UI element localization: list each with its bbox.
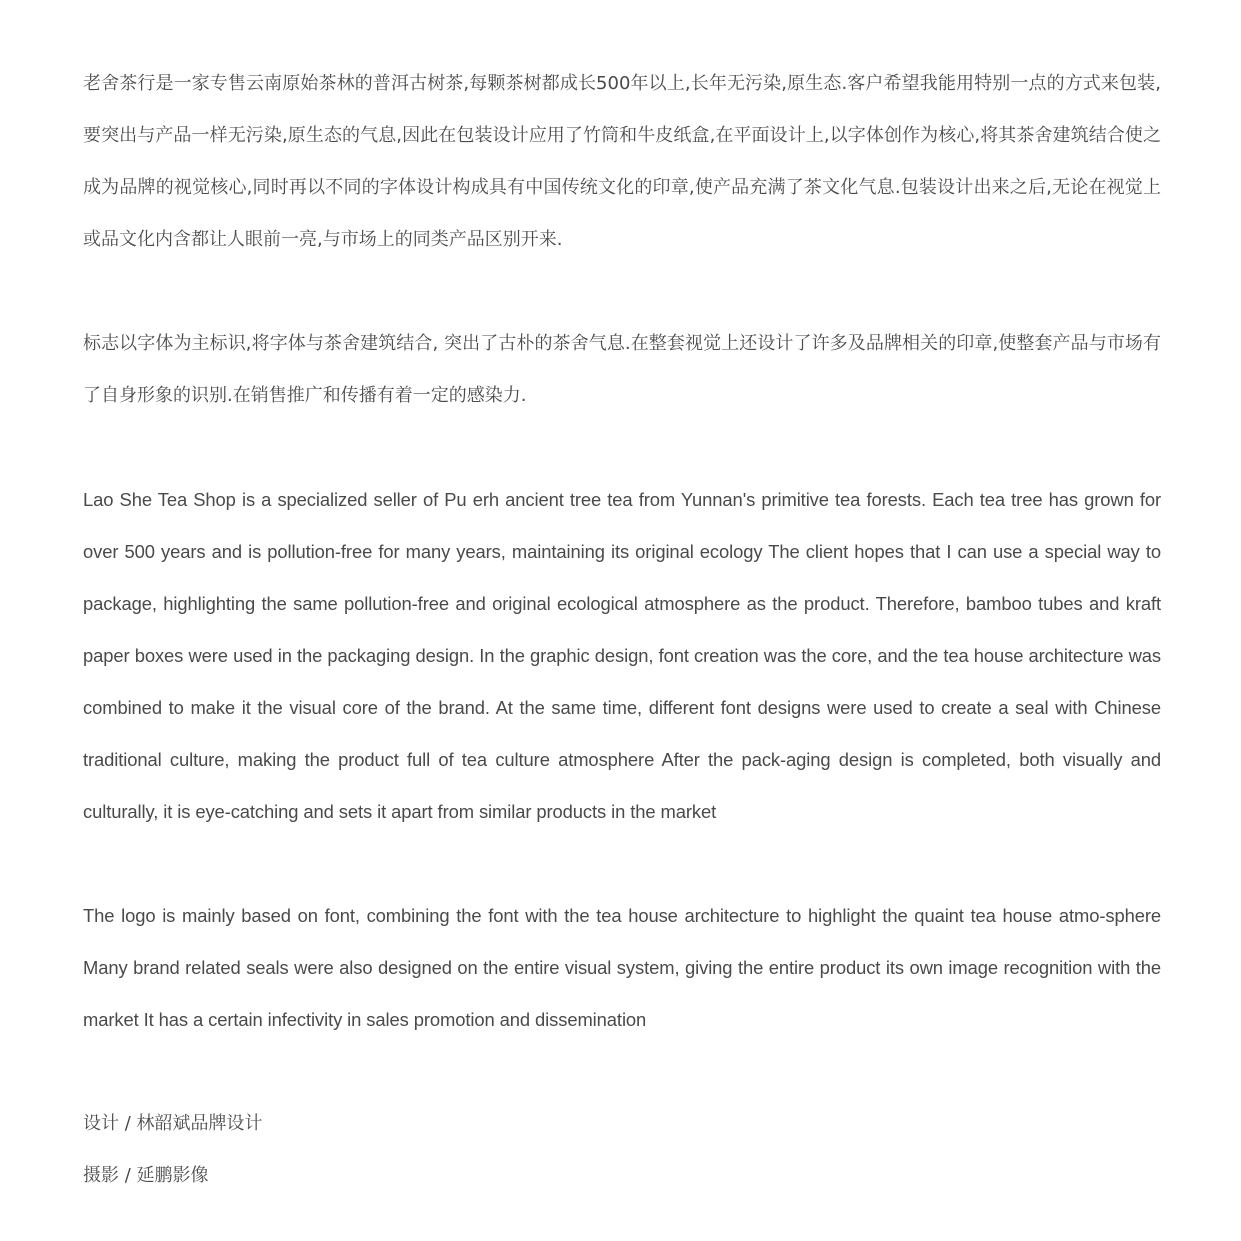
- paragraph-en-intro: Lao She Tea Shop is a specialized seller of Pu erh ancient tree tea from Yunnan's primitive tea forests. Each tea tree has grown for over 500 years and is pollution-free for many years, maintaining its original ecology The client hopes that I can use a special way to package, highlighting the same pollution-free and original ecological atmosphere as the product. Therefore, bamboo tubes and kraft paper boxes were used in the packaging design. In the graphic design, font creation was the core, and the tea house architecture was combined to make it the visual core of the brand. At the same time, different font designs were used to create a seal with Chinese traditional culture, making the product full of tea culture atmosphere After the pack-aging design is completed, both visually and culturally, it is eye-catching and sets it apart from similar products in the market: [83, 489, 1161, 822]
- paragraph-spacer: [83, 838, 1161, 890]
- paragraph-spacer: [83, 1046, 1161, 1098]
- paragraph-spacer: [83, 422, 1161, 474]
- paragraph-cn-intro: 老舍茶行是一家专售云南原始茶林的普洱古树茶,每颗茶树都成长500年以上,长年无污染,原生态.客户希望我能用特别一点的方式来包装,要突出与产品一样无污染,原生态的气息,因此在包装设计应用了竹筒和牛皮纸盒,在平面设计上,以字体创作为核心,将其茶舍建筑结合使之成为品牌的视觉核心,同时再以不同的字体设计构成具有中国传统文化的印章,使产品充满了茶文化气息.包装设计出来之后,无论在视觉上或品文化内含都让人眼前一亮,与市场上的同类产品区别开来.: [83, 73, 1161, 250]
- article-body: [83, 58, 1161, 1202]
- photo-credit: 摄影 / 延鹏影像: [83, 1165, 209, 1186]
- paragraph-cn-logo: 标志以字体为主标识,将字体与茶舍建筑结合, 突出了古朴的茶舍气息.在整套视觉上还设计了许多及品牌相关的印章,使整套产品与市场有了自身形象的识别.在销售推广和传播有着一定的感染力.: [83, 333, 1161, 406]
- design-credit: 设计 / 林韶斌品牌设计: [83, 1113, 263, 1134]
- paragraph-en-logo: The logo is mainly based on font, combining the font with the tea house architecture to highlight the quaint tea house atmo-sphere Many brand related seals were also designed on the entire visual system, giving the entire product its own image recognition with the market It has a certain infectivity in sales promotion and dissemination: [83, 905, 1161, 1030]
- paragraph-spacer: [83, 266, 1161, 318]
